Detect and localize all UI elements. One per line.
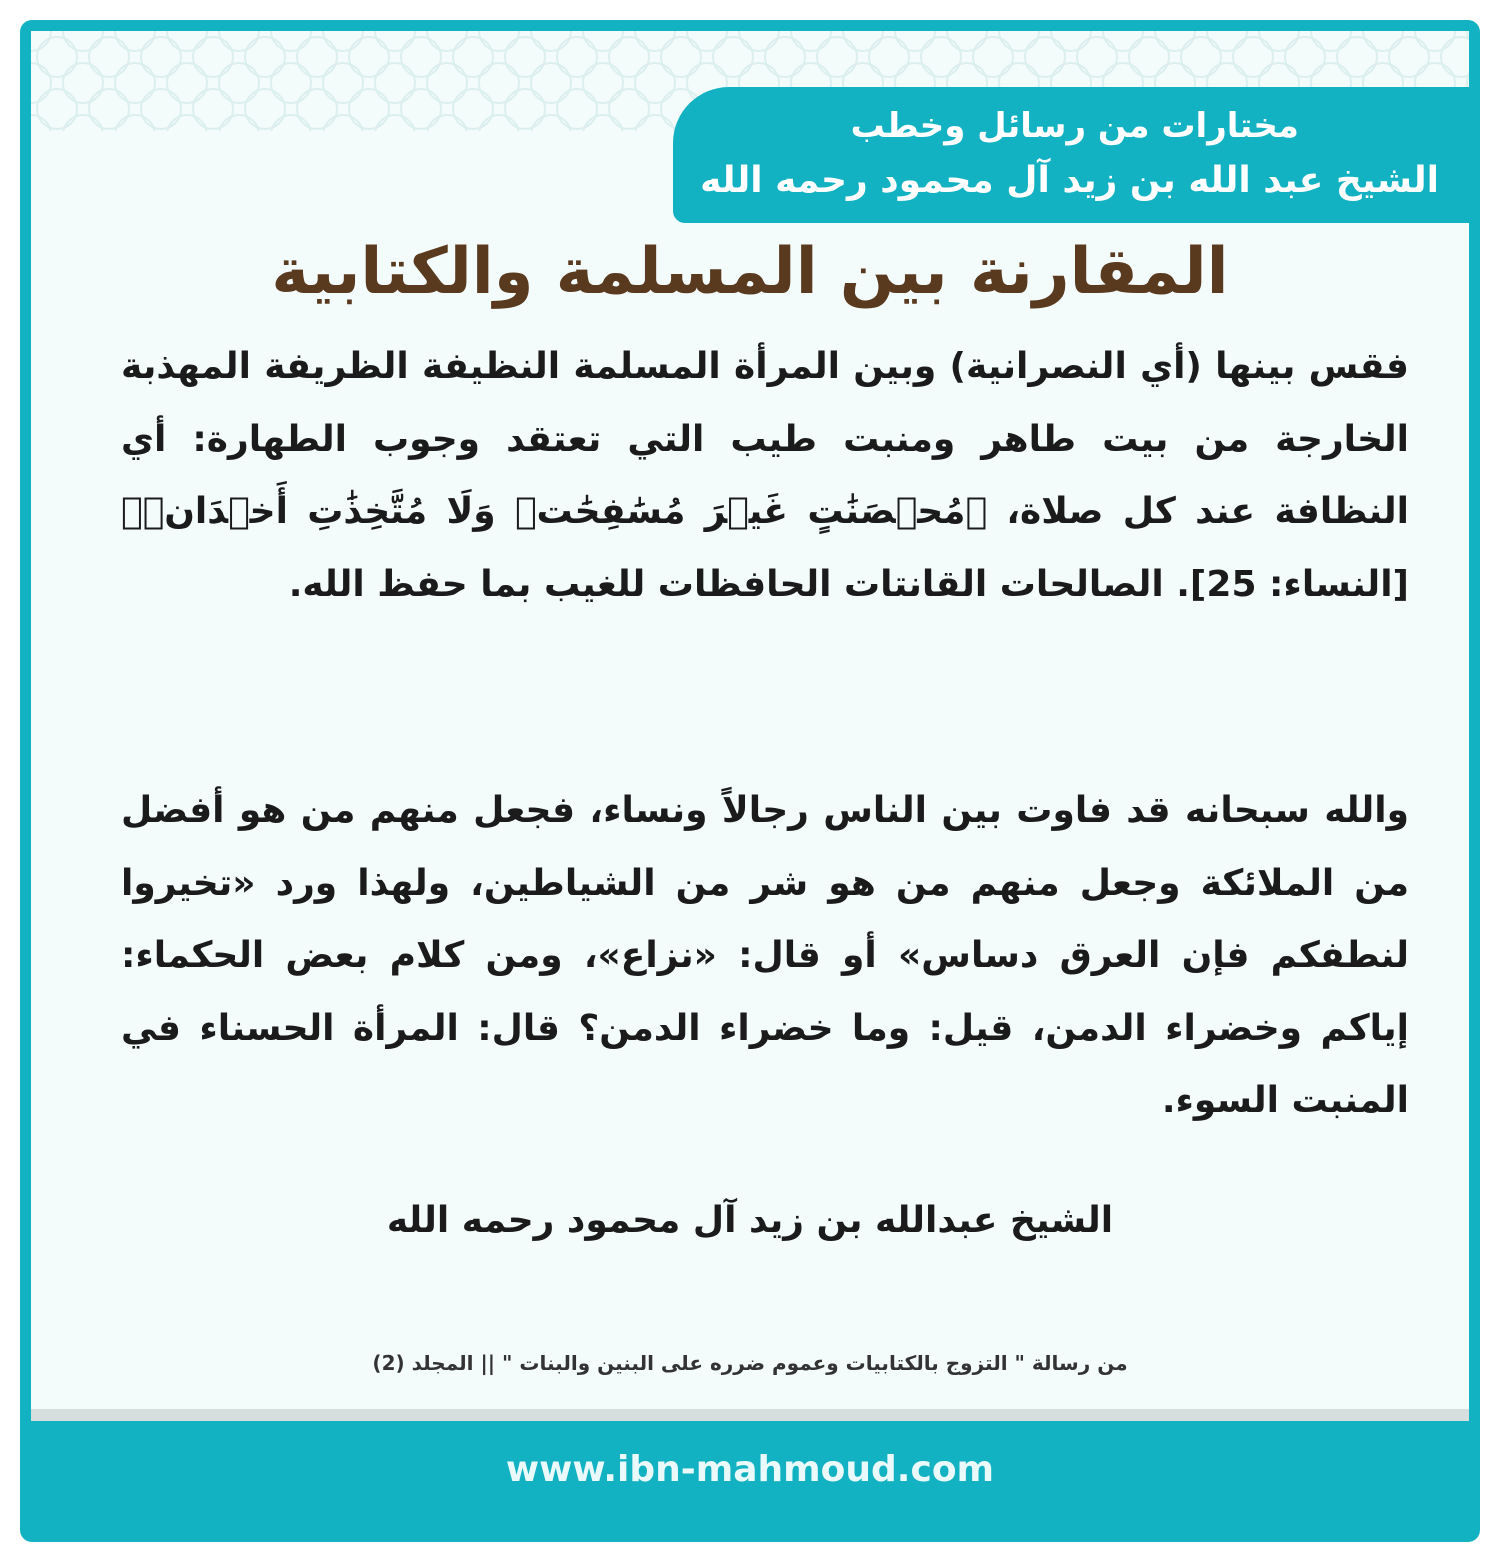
paragraph-2: والله سبحانه قد فاوت بين الناس رجالاً ونساء، فجعل منهم من هو أفضل من الملائكة وجعل منهم من هو شر من الشياطين، ولهذا ورد «تخيروا لنطفكم فإن العرق دساس» أو قال: «نزاع»، ومن كلام بعض الحكماء: إياكم وخضراء الدمن، قيل: وما خضراء الدمن؟ قال: المرأة الحسناء في المنبت السوء.	[121, 790, 1409, 1121]
header-author: الشيخ عبد الله بن زيد آل محمود رحمه الله	[700, 160, 1439, 201]
header-banner	[673, 87, 1469, 223]
panel-divider	[31, 1409, 1469, 1421]
content-panel	[31, 31, 1469, 1421]
website-link[interactable]: www.ibn-mahmoud.com	[505, 1449, 995, 1490]
header-series-title: مختارات من رسائل وخطب	[850, 106, 1299, 146]
card-frame	[20, 20, 1480, 1542]
source-citation: من رسالة " التزوج بالكتابيات وعموم ضرره على البنين والبنات " || المجلد (2)	[372, 1351, 1128, 1375]
author-signature: الشيخ عبدالله بن زيد آل محمود رحمه الله	[386, 1200, 1114, 1241]
page-title: المقارنة بين المسلمة والكتابية	[271, 235, 1229, 309]
paragraph-1: فقس بينها (أي النصرانية) وبين المرأة المسلمة النظيفة الظريفة المهذبة الخارجة من بيت طاهر ومنبت طيب التي تعتقد وجوب الطهارة: أي النظافة عند كل صلاة، ﴿مُحۡصَنَٰتٍ غَيۡرَ مُسَٰفِحَٰتٖ وَلَا مُتَّخِذَٰتِ أَخۡدَانٖ﴾ [النساء: 25]. الصالحات القانتات الحافظات للغيب بما حفظ الله.	[121, 346, 1409, 605]
